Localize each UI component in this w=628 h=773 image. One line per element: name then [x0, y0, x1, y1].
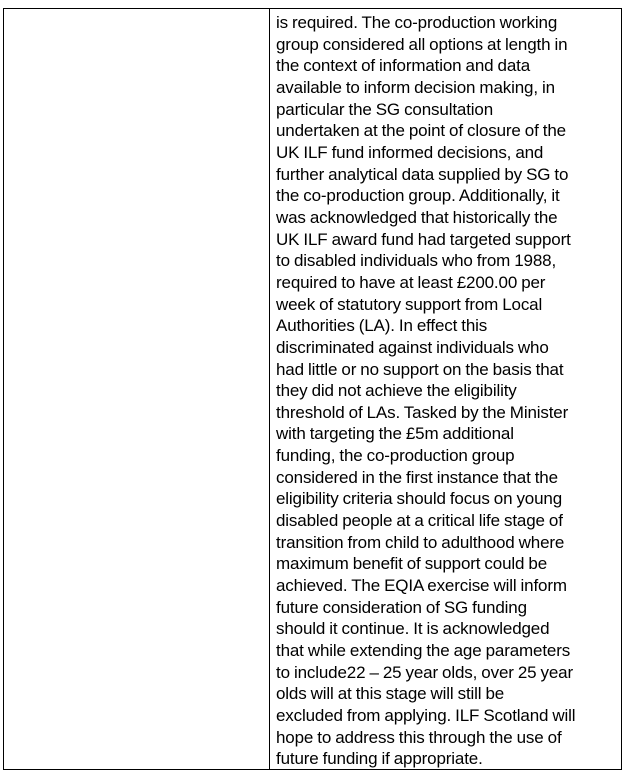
paragraph-line: they did not achieve the eligibility: [276, 381, 517, 401]
table-cell-right: [270, 9, 621, 769]
paragraph-line: undertaken at the point of closure of the: [276, 121, 566, 141]
paragraph-line: transition from child to adulthood where: [276, 532, 565, 552]
paragraph-line: is required. The co-production working: [276, 13, 558, 32]
paragraph-line: week of statutory support from Local: [276, 294, 543, 314]
body-paragraph: [276, 12, 615, 770]
table-cell-left: [4, 9, 270, 769]
paragraph-line: with targeting the £5m additional: [276, 424, 514, 444]
paragraph-line: UK ILF fund informed decisions, and: [276, 142, 544, 162]
paragraph-line: future funding if appropriate.: [276, 749, 483, 769]
paragraph-line: was acknowledged that historically the: [276, 207, 558, 227]
paragraph-line: discriminated against individuals who: [276, 337, 549, 357]
paragraph-line: eligibility criteria should focus on young: [276, 489, 563, 509]
paragraph-line: threshold of LAs. Tasked by the Minister: [276, 402, 569, 422]
paragraph-line: the context of information and data: [276, 56, 531, 76]
paragraph-line: had little or no support on the basis that: [276, 359, 564, 379]
paragraph-line: that while extending the age parameters: [276, 641, 571, 661]
paragraph-line: olds will at this stage will still be: [276, 684, 505, 704]
paragraph-line: should it continue. It is acknowledged: [276, 619, 550, 639]
paragraph-line: hope to address this through the use of: [276, 727, 562, 747]
paragraph-line: to include22 – 25 year olds, over 25 year: [276, 662, 573, 682]
paragraph-line: the co-production group. Additionally, it: [276, 186, 560, 206]
paragraph-line: disabled people at a critical life stage of: [276, 511, 563, 531]
paragraph-line: maximum benefit of support could be: [276, 554, 548, 574]
paragraph-line: achieved. The EQIA exercise will inform: [276, 576, 567, 596]
paragraph-line: Authorities (LA). In effect this: [276, 316, 488, 336]
paragraph-line: funding, the co-production group: [276, 446, 515, 466]
paragraph-line: excluded from applying. ILF Scotland will: [276, 706, 576, 725]
paragraph-line: particular the SG consultation: [276, 99, 494, 119]
paragraph-line: to disabled individuals who from 1988,: [276, 251, 557, 271]
paragraph-line: group considered all options at length in: [276, 34, 568, 54]
document-table: [3, 8, 622, 770]
paragraph-line: future consideration of SG funding: [276, 597, 527, 617]
paragraph-line: considered in the first instance that the: [276, 467, 558, 487]
paragraph-line: further analytical data supplied by SG to: [276, 164, 569, 184]
paragraph-line: available to inform decision making, in: [276, 77, 555, 97]
paragraph-line: required to have at least £200.00 per: [276, 272, 546, 292]
paragraph-line: UK ILF award fund had targeted support: [276, 229, 571, 249]
